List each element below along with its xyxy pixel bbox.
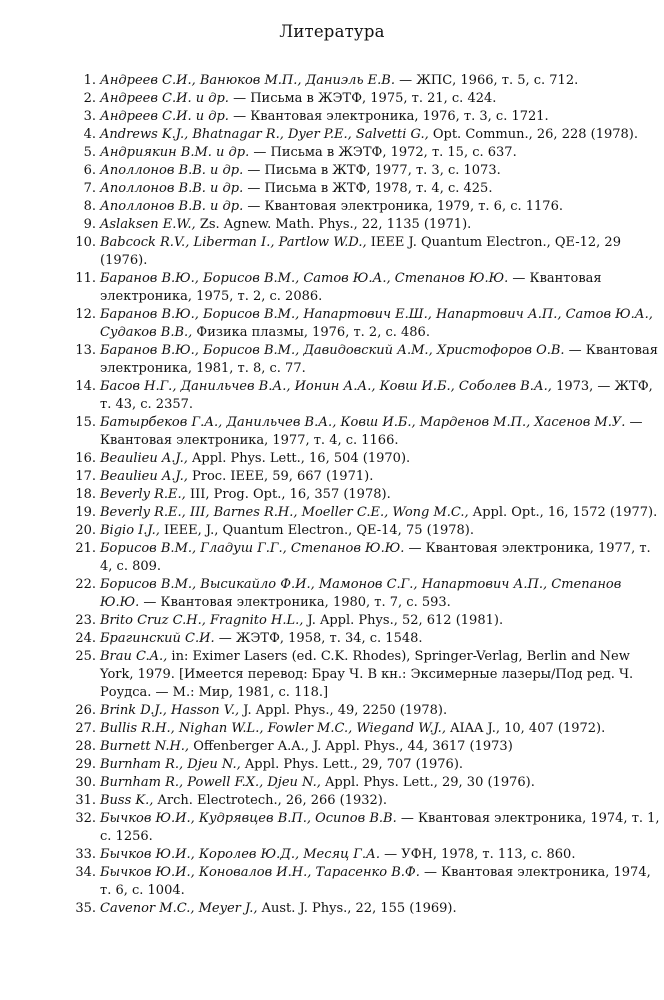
reference-source: — Квантовая электроника, 1974, т. 6, с. 1004. (100, 865, 651, 898)
reference-item (0, 72, 664, 90)
reference-item (0, 648, 664, 702)
reference-number: 18. (75, 487, 96, 502)
reference-source: — УФН, 1978, т. 113, с. 860. (380, 847, 576, 862)
reference-item (0, 450, 664, 468)
reference-authors: Борисов В.М., Гладуш Г.Г., Степанов Ю.Ю. (100, 541, 405, 556)
reference-item (0, 270, 664, 306)
reference-number: 9. (83, 217, 96, 232)
reference-item (0, 414, 664, 450)
reference-authors: Андриякин В.М. и др. (100, 145, 250, 160)
reference-number: 4. (83, 127, 96, 142)
reference-source: — ЖЭТФ, 1958, т. 34, с. 1548. (214, 631, 423, 646)
reference-item (0, 162, 664, 180)
reference-item (0, 738, 664, 756)
reference-number: 6. (83, 163, 96, 178)
reference-source: Offenberger A.A., J. Appl. Phys., 44, 3617 (1973) (189, 739, 513, 754)
reference-list (0, 72, 664, 918)
reference-source: — Письма в ЖЭТФ, 1975, т. 21, с. 424. (228, 91, 497, 106)
reference-authors: Brau C.A., (100, 649, 168, 664)
reference-number: 21. (75, 541, 96, 556)
reference-item (0, 126, 664, 144)
reference-number: 8. (83, 199, 96, 214)
reference-authors: Басов Н.Г., Данильчев В.А., Ионин А.А., Ковш И.Б., Соболев В.А., (100, 379, 552, 394)
reference-authors: Beverly R.E., III, Barnes R.H., Moeller C.E., Wong M.C., (100, 505, 469, 520)
reference-authors: Buss K., (100, 793, 154, 808)
reference-authors: Бычков Ю.И., Королев Ю.Д., Месяц Г.А. (100, 847, 381, 862)
reference-number: 24. (75, 631, 96, 646)
reference-item (0, 378, 664, 414)
reference-authors: Баранов В.Ю., Борисов В.М., Давидовский А.М., Христофоров О.В. (100, 343, 565, 358)
reference-authors: Батырбеков Г.А., Данильчев В.А., Ковш И.Б., Марденов М.П., Хасенов М.У. (100, 415, 626, 430)
reference-item (0, 576, 664, 612)
reference-item (0, 486, 664, 504)
reference-item (0, 864, 664, 900)
reference-source: — Квантовая электроника, 1977, т. 4, с. 809. (100, 541, 651, 574)
reference-item (0, 522, 664, 540)
reference-source: — Квантовая электроника, 1975, т. 2, с. 2086. (100, 271, 602, 304)
reference-item (0, 630, 664, 648)
reference-item (0, 342, 664, 378)
reference-item (0, 612, 664, 630)
reference-authors: Андреев С.И. и др. (100, 109, 229, 124)
reference-authors: Бычков Ю.И., Кудрявцев В.П., Осипов В.В. (100, 811, 397, 826)
reference-source: — Квантовая электроника, 1979, т. 6, с. 1176. (243, 199, 563, 214)
reference-source: in: Eximer Lasers (ed. C.K. Rhodes), Springer-Verlag, Berlin and New York, 1979. [Имеется перевод: Брау Ч. В кн.: Эксимерные лазеры/Под ред. Ч. Роудса. — М.: Мир, 1981, с. 118.] (100, 649, 634, 700)
reference-item (0, 468, 664, 486)
reference-number: 7. (83, 181, 96, 196)
reference-source: Физика плазмы, 1976, т. 2, с. 486. (192, 325, 430, 340)
reference-authors: Аполлонов В.В. и др. (100, 181, 244, 196)
reference-source: — ЖПС, 1966, т. 5, с. 712. (394, 73, 579, 88)
reference-item (0, 720, 664, 738)
reference-item (0, 216, 664, 234)
reference-number: 29. (75, 757, 96, 772)
reference-number: 30. (75, 775, 96, 790)
reference-number: 17. (75, 469, 96, 484)
reference-authors: Бычков Ю.И., Коновалов И.Н., Тарасенко В.Ф. (100, 865, 420, 880)
page-title: Литература (279, 22, 385, 41)
reference-source: — Письма в ЖТФ, 1977, т. 3, с. 1073. (243, 163, 501, 178)
reference-authors: Beaulieu A.J., (100, 469, 188, 484)
reference-number: 27. (75, 721, 96, 736)
reference-number: 23. (75, 613, 96, 628)
reference-authors: Баранов В.Ю., Борисов В.М., Напартович Е.Ш., Напартович А.П., Сатов Ю.А., Судаков В.В., (100, 307, 653, 340)
reference-number: 13. (75, 343, 96, 358)
reference-number: 22. (75, 577, 96, 592)
reference-number: 12. (75, 307, 96, 322)
reference-source: — Квантовая электроника, 1977, т. 4, с. 1166. (100, 415, 643, 448)
reference-source: IEEE, J., Quantum Electron., QE-14, 75 (1978). (159, 523, 474, 538)
reference-source: J. Appl. Phys., 49, 2250 (1978). (239, 703, 448, 718)
reference-source: Arch. Electrotech., 26, 266 (1932). (153, 793, 388, 808)
reference-source: — Квантовая электроника, 1981, т. 8, с. 77. (100, 343, 658, 376)
reference-item (0, 540, 664, 576)
reference-item (0, 90, 664, 108)
reference-number: 16. (75, 451, 96, 466)
reference-number: 28. (75, 739, 96, 754)
reference-item (0, 900, 664, 918)
reference-authors: Bigio I.J., (100, 523, 160, 538)
reference-source: — Квантовая электроника, 1974, т. 1, с. 1256. (100, 811, 660, 844)
reference-item (0, 810, 664, 846)
reference-item (0, 198, 664, 216)
reference-source: Opt. Commun., 26, 228 (1978). (428, 127, 639, 142)
reference-source: — Письма в ЖЭТФ, 1972, т. 15, с. 637. (249, 145, 517, 160)
reference-number: 14. (75, 379, 96, 394)
reference-number: 15. (75, 415, 96, 430)
reference-item (0, 306, 664, 342)
reference-source: J. Appl. Phys., 52, 612 (1981). (303, 613, 504, 628)
reference-item (0, 108, 664, 126)
reference-authors: Burnham R., Powell F.X., Djeu N., (100, 775, 321, 790)
reference-authors: Андреев С.И., Ванюков М.П., Даниэль Е.В. (100, 73, 395, 88)
reference-item (0, 774, 664, 792)
reference-number: 34. (75, 865, 96, 880)
reference-authors: Аполлонов В.В. и др. (100, 199, 244, 214)
reference-number: 32. (75, 811, 96, 826)
reference-source: — Письма в ЖТФ, 1978, т. 4, с. 425. (243, 181, 493, 196)
reference-source: Appl. Phys. Lett., 29, 707 (1976). (240, 757, 464, 772)
reference-authors: Брагинский С.И. (100, 631, 215, 646)
reference-item (0, 792, 664, 810)
reference-authors: Brito Cruz C.H., Fragnito H.L., (100, 613, 304, 628)
reference-number: 10. (75, 235, 96, 250)
reference-source: Appl. Phys. Lett., 29, 30 (1976). (320, 775, 535, 790)
reference-number: 1. (83, 73, 96, 88)
reference-number: 35. (75, 901, 96, 916)
reference-authors: Баранов В.Ю., Борисов В.М., Сатов Ю.А., Степанов Ю.Ю. (100, 271, 509, 286)
reference-number: 33. (75, 847, 96, 862)
reference-number: 25. (75, 649, 96, 664)
reference-source: Zs. Agnew. Math. Phys., 22, 1135 (1971). (195, 217, 472, 232)
reference-number: 3. (83, 109, 96, 124)
reference-item (0, 846, 664, 864)
reference-authors: Burnett N.H., (100, 739, 190, 754)
reference-number: 5. (83, 145, 96, 160)
reference-item (0, 234, 664, 270)
reference-item (0, 504, 664, 522)
reference-number: 26. (75, 703, 96, 718)
reference-source: 1973, — ЖТФ, т. 43, с. 2357. (100, 379, 653, 412)
reference-authors: Bullis R.H., Nighan W.L., Fowler M.C., Wiegand W.J., (100, 721, 446, 736)
reference-item (0, 756, 664, 774)
reference-source: IEEE J. Quantum Electron., QE-12, 29 (1976). (100, 235, 621, 268)
reference-source: — Квантовая электроника, 1980, т. 7, с. 593. (139, 595, 451, 610)
reference-authors: Андреев С.И. и др. (100, 91, 229, 106)
reference-source: AIAA J., 10, 407 (1972). (445, 721, 606, 736)
reference-source: — Квантовая электроника, 1976, т. 3, с. 1721. (228, 109, 549, 124)
reference-number: 19. (75, 505, 96, 520)
reference-source: Appl. Phys. Lett., 16, 504 (1970). (187, 451, 411, 466)
reference-item (0, 144, 664, 162)
reference-authors: Aslaksen E.W., (100, 217, 196, 232)
reference-authors: Andrews K.J., Bhatnagar R., Dyer P.E., Salvetti G., (100, 127, 429, 142)
reference-number: 2. (83, 91, 96, 106)
reference-authors: Cavenor M.C., Meyer J., (100, 901, 258, 916)
reference-source: Proc. IEEE, 59, 667 (1971). (187, 469, 374, 484)
reference-authors: Burnham R., Djeu N., (100, 757, 241, 772)
reference-source: Aust. J. Phys., 22, 155 (1969). (257, 901, 457, 916)
reference-authors: Beaulieu A.J., (100, 451, 188, 466)
reference-number: 11. (75, 271, 96, 286)
reference-authors: Babcock R.V., Liberman I., Partlow W.D., (100, 235, 367, 250)
reference-authors: Brink D.J., Hasson V., (100, 703, 240, 718)
reference-source: Appl. Opt., 16, 1572 (1977). (468, 505, 658, 520)
reference-authors: Beverly R.E., (100, 487, 186, 502)
reference-item (0, 702, 664, 720)
reference-number: 20. (75, 523, 96, 538)
reference-item (0, 180, 664, 198)
reference-number: 31. (75, 793, 96, 808)
reference-authors: Аполлонов В.В. и др. (100, 163, 244, 178)
reference-source: III, Prog. Opt., 16, 357 (1978). (185, 487, 391, 502)
reference-authors: Борисов В.М., Высикайло Ф.И., Мамонов С.Г., Напартович А.П., Степанов Ю.Ю. (100, 577, 622, 610)
